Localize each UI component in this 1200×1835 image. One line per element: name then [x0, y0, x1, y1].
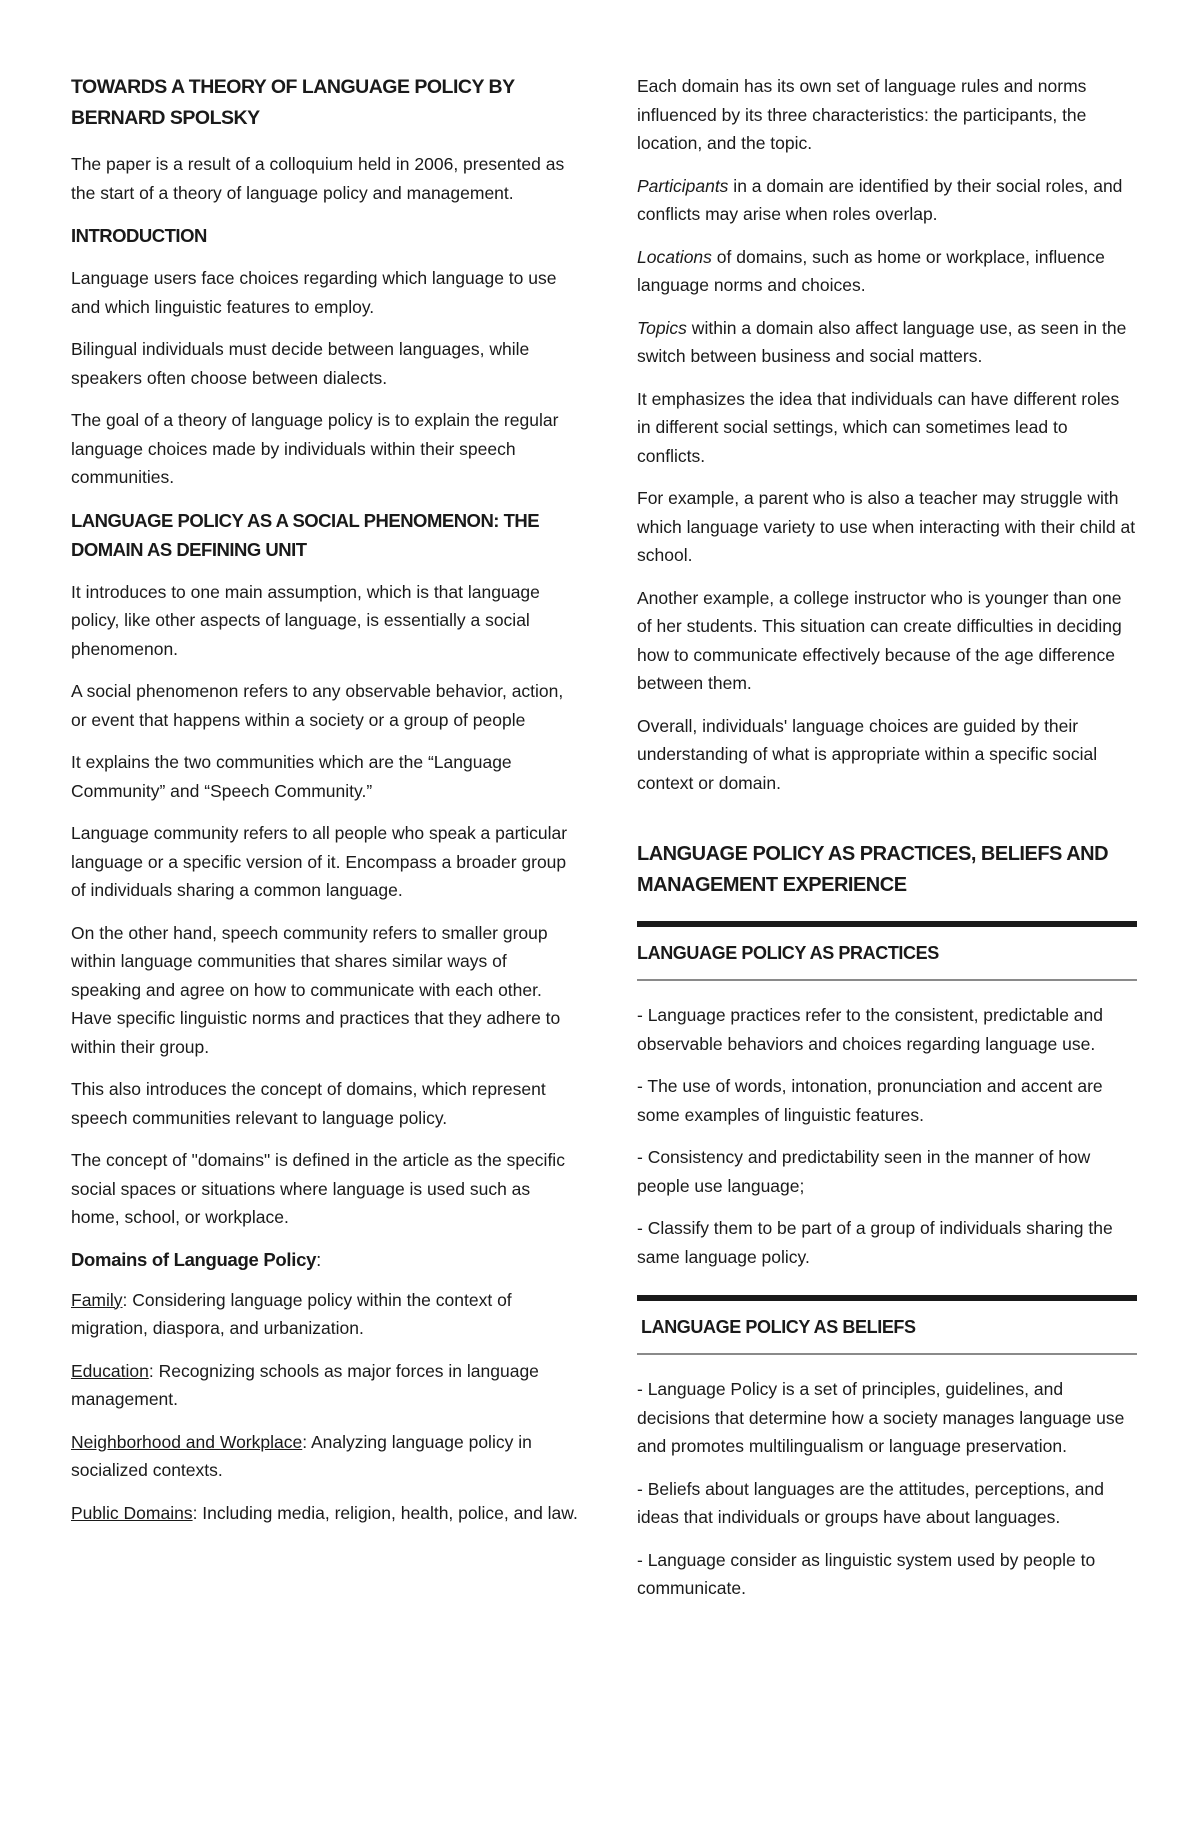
paragraph: Overall, individuals' language choices are guided by their understanding of what is appropriate within a specific social context or domain. [637, 715, 1098, 793]
paragraph: It emphasizes the idea that individuals can have different roles in different social settings, which can sometimes lead to conflicts. [637, 388, 1120, 466]
social-phenomenon-heading: LANGUAGE POLICY AS A SOCIAL PHENOMENON: THE DOMAIN AS DEFINING UNIT [71, 509, 540, 560]
characteristic-term: Locations [637, 246, 712, 267]
paragraph: It introduces to one main assumption, which is that language policy, like other aspects of language, is essentially a social phenomenon. [71, 581, 540, 659]
document-title: TOWARDS A THEORY OF LANGUAGE POLICY BY BERNARD SPOLSKY [71, 76, 515, 129]
beliefs-item: - Beliefs about languages are the attitudes, perceptions, and ideas that individuals or groups have about languages. [637, 1478, 1104, 1527]
beliefs-heading: LANGUAGE POLICY AS BELIEFS [641, 1317, 916, 1337]
domain-term: Neighborhood and Workplace [71, 1431, 303, 1452]
beliefs-item: - Language Policy is a set of principles, guidelines, and decisions that determine how a society manages language use and promotes multilingualism or language preservation. [637, 1379, 1125, 1456]
characteristic-locations [637, 243, 1137, 300]
section-divider-thin [637, 1353, 1137, 1355]
section-divider-thick [637, 921, 1137, 927]
section-divider-thick [637, 1295, 1137, 1301]
paragraph: Language community refers to all people who speak a particular language or a specific version of it. Encompass a broader group of individuals sharing a common language. [71, 823, 568, 900]
characteristic-term: Topics [637, 317, 687, 338]
domain-item-neighborhood-workplace [71, 1428, 581, 1485]
paragraph: The goal of a theory of language policy is to explain the regular language choices made by individuals within their speech communities. [71, 410, 559, 487]
section-divider-thin [637, 979, 1137, 981]
paragraph: A social phenomenon refers to any observable behavior, action, or event that happens within a society or a group of people [71, 681, 564, 730]
practices-item: - The use of words, intonation, pronunciation and accent are some examples of linguistic features. [637, 1076, 1103, 1125]
introduction-heading: INTRODUCTION [71, 225, 207, 246]
characteristic-text: of domains, such as home or workplace, influence language norms and choices. [637, 246, 1105, 295]
characteristic-text: in a domain are identified by their social roles, and conflicts may arise when roles overlap. [637, 175, 1123, 224]
domain-item-education [71, 1357, 581, 1414]
domain-text: : Recognizing schools as major forces in language management. [71, 1360, 539, 1409]
beliefs-item: - Language consider as linguistic system used by people to communicate. [637, 1549, 1096, 1598]
characteristic-term: Participants [637, 175, 729, 196]
domain-term: Education [71, 1360, 149, 1381]
domain-term: Family [71, 1289, 123, 1310]
left-column [71, 72, 581, 1541]
practices-beliefs-heading: LANGUAGE POLICY AS PRACTICES, BELIEFS AND MANAGEMENT EXPERIENCE [637, 843, 1109, 896]
domain-text: : Considering language policy within the context of migration, diaspora, and urbanization. [71, 1289, 512, 1338]
characteristic-participants [637, 172, 1137, 229]
domain-characteristics-paragraph: Each domain has its own set of language rules and norms influenced by its three characteristics: the participants, the location, and the topic. [637, 76, 1087, 153]
domains-heading-text: Domains of Language Policy [71, 1248, 317, 1270]
paragraph: For example, a parent who is also a teacher may struggle with which language variety to use when interacting with their child at school. [637, 488, 1136, 565]
paragraph: This also introduces the concept of domains, which represent speech communities relevant to language policy. [71, 1079, 546, 1128]
intro-paragraph: The paper is a result of a colloquium held in 2006, presented as the start of a theory of language policy and management. [71, 154, 565, 203]
paragraph: The concept of "domains" is defined in the article as the specific social spaces or situations where language is used such as home, school, or workplace. [71, 1150, 565, 1227]
domains-heading [71, 1246, 581, 1274]
paragraph: On the other hand, speech community refers to smaller group within language communities that shares similar ways of speaking and agree on how to communicate with each other. Have specific linguistic norms and practices that they adhere to within their group. [71, 922, 561, 1057]
right-column [637, 72, 1137, 1617]
domain-item-family [71, 1286, 581, 1343]
domain-item-public-domains [71, 1499, 581, 1528]
characteristic-text: within a domain also affect language use, as seen in the switch between business and social matters. [637, 317, 1127, 366]
paragraph: Bilingual individuals must decide between languages, while speakers often choose between dialects. [71, 339, 530, 388]
domain-text: : Including media, religion, health, police, and law. [192, 1502, 578, 1523]
practices-heading: LANGUAGE POLICY AS PRACTICES [637, 943, 939, 963]
practices-item: - Consistency and predictability seen in the manner of how people use language; [637, 1147, 1091, 1196]
practices-item: - Classify them to be part of a group of individuals sharing the same language policy. [637, 1218, 1113, 1267]
paragraph: Language users face choices regarding which language to use and which linguistic features to employ. [71, 268, 557, 317]
characteristic-topics [637, 314, 1137, 371]
paragraph: Another example, a college instructor who is younger than one of her students. This situation can create difficulties in deciding how to communicate effectively because of the age difference between them. [637, 587, 1122, 693]
practices-item: - Language practices refer to the consistent, predictable and observable behaviors and choices regarding language use. [637, 1005, 1103, 1054]
paragraph: It explains the two communities which are the “Language Community” and “Speech Community.” [71, 752, 512, 801]
domain-term: Public Domains [71, 1502, 193, 1523]
domains-heading-colon: : [316, 1248, 321, 1270]
domain-text: : Analyzing language policy in socialized contexts. [71, 1431, 532, 1480]
